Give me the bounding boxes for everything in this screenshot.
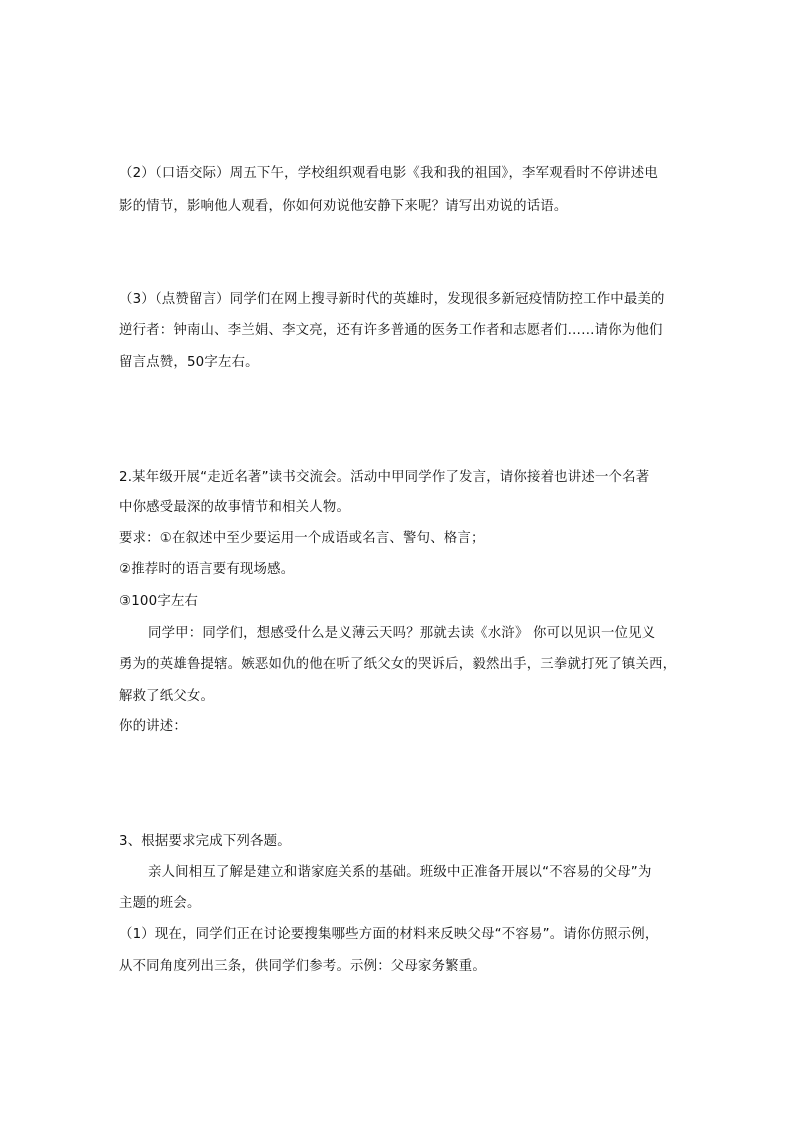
q2-line-1: 2.某年级开展“走近名著”读书交流会。活动中甲同学作了发言，请你接着也讲述一个名著	[119, 470, 650, 485]
q2-answer-prompt: 你的讲述：	[119, 719, 187, 734]
q3-sub1-line-2: 从不同角度列出三条，供同学们参考。示例：父母家务繁重。	[119, 959, 486, 974]
q3-line-1: 3、根据要求完成下列各题。	[119, 834, 291, 849]
q2-speech-line-2: 勇为的英雄鲁提辖。嫉恶如仇的他在听了纸父女的哭诉后，毅然出手，三拳就打死了镇关西，	[119, 657, 677, 672]
q3-intro-line-2: 主题的班会。	[119, 896, 201, 911]
q1-2-line-1: （2）（口语交际）周五下午，学校组织观看电影《我和我的祖国》，李军观看时不停讲述电	[119, 166, 658, 181]
q2-requirement-3: ③100字左右	[119, 594, 199, 609]
q2-line-2: 中你感受最深的故事情节和相关人物。	[119, 500, 351, 515]
q2-requirement-2: ②推荐时的语言要有现场感。	[119, 562, 295, 577]
q3-intro-line-1: 亲人间相互了解是建立和谐家庭关系的基础。班级中正准备开展以“不容易的父母”为	[148, 865, 652, 880]
q2-requirement-1: 要求：①在叙述中至少要运用一个成语或名言、警句、格言；	[119, 531, 485, 546]
q1-3-line-2: 逆行者：钟南山、李兰娟、李文亮，还有许多普通的医务工作者和志愿者们……请你为他们	[119, 323, 663, 338]
q2-speech-line-1: 同学甲：同学们，想感受什么是义薄云天吗？那就去读《水浒》 你可以见识一位见义	[148, 626, 656, 641]
q3-sub1-line-1: （1）现在，同学们正在讨论要搜集哪些方面的材料来反映父母“不容易”。请你仿照示例，	[119, 927, 659, 942]
q1-3-line-3: 留言点赞，50字左右。	[119, 355, 259, 370]
q1-2-line-2: 影的情节，影响他人观看，你如何劝说他安静下来呢？请写出劝说的话语。	[119, 199, 568, 214]
q2-speech-line-3: 解救了纸父女。	[119, 689, 215, 704]
q1-3-line-1: （3）（点赞留言）同学们在网上搜寻新时代的英雄时，发现很多新冠疫情防控工作中最美的	[119, 292, 665, 307]
